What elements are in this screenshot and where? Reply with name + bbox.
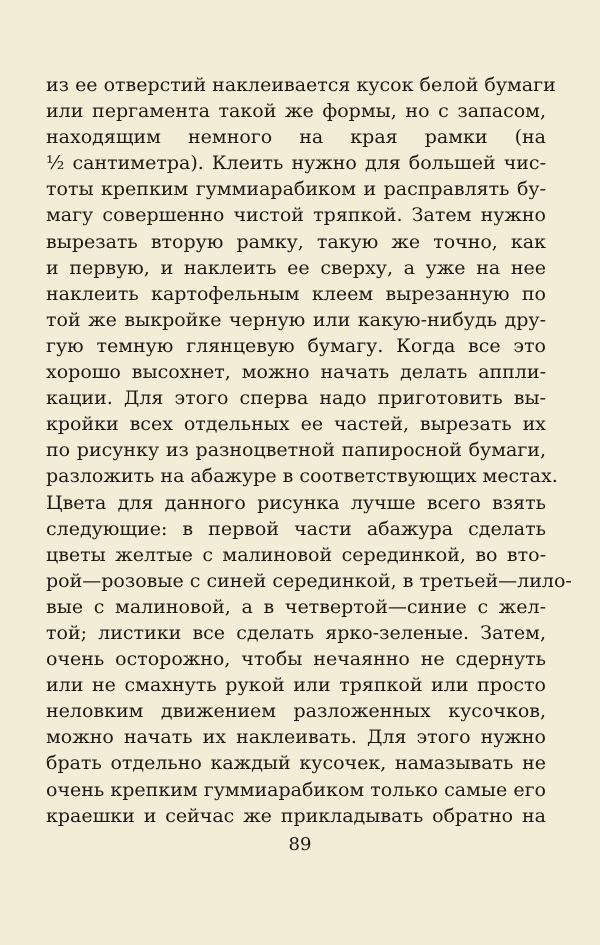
- text-line: ½ сантиметра). Клеить нужно для большей чис-: [46, 152, 546, 175]
- text-line: можно начать их наклеивать. Для этого нужно: [46, 726, 546, 749]
- text-line: следующие: в первой части абажура сделать: [46, 517, 546, 540]
- text-line: из ее отверстий наклеивается кусок белой бумаги: [46, 74, 556, 96]
- text-line: кройки всех отдельных ее частей, вырезать их: [46, 413, 546, 436]
- text-line: очень крепким гуммиарабиком только самые его: [46, 778, 546, 801]
- text-line: разложить на абажуре в соответствующих местах.: [46, 465, 558, 488]
- text-line: рой—розовые с синей серединкой, в третьей—лило-: [46, 569, 572, 592]
- text-line: по рисунку из разноцветной папиросной бумаги,: [46, 439, 546, 462]
- text-line: гую темную глянцевую бумагу. Когда все это: [46, 334, 546, 357]
- text-line: тоты крепким гуммиарабиком и расправлять бу-: [46, 178, 546, 201]
- text-line: вырезать вторую рамку, такую же точно, как: [46, 230, 546, 253]
- text-line: магу совершенно чистой тряпкой. Затем нужно: [46, 204, 546, 227]
- text-line: краешки и сейчас же прикладывать обратно на: [46, 804, 546, 827]
- page-number: 89: [288, 834, 312, 855]
- text-line: и первую, и наклеить ее сверху, а уже на нее: [46, 256, 546, 279]
- text-line: брать отдельно каждый кусочек, намазывать не: [46, 752, 546, 775]
- text-line: неловким движением разложенных кусочков,: [46, 700, 546, 723]
- text-line: находящим немного на края рамки (на: [46, 126, 546, 149]
- text-line: Цвета для данного рисунка лучше всего взять: [46, 491, 546, 514]
- text-line: цветы желтые с малиновой серединкой, во вто-: [46, 543, 546, 566]
- text-line: вые с малиновой, а в четвертой—синие с жел-: [46, 595, 546, 618]
- text-line: наклеить картофельным клеем вырезанную по: [46, 282, 546, 305]
- text-line: той; листики все сделать ярко-зеленые. Затем,: [46, 621, 546, 644]
- text-line: кации. Для этого сперва надо приготовить вы-: [46, 387, 546, 410]
- text-line: или не смахнуть рукой или тряпкой или просто: [46, 674, 546, 697]
- body-text: [46, 72, 572, 829]
- text-line: или пергамента такой же формы, но с запасом,: [46, 100, 546, 123]
- text-line: той же выкройке черную или какую-нибудь дру-: [46, 308, 546, 331]
- text-line: очень осторожно, чтобы нечаянно не сдернуть: [46, 648, 546, 671]
- text-line: хорошо высохнет, можно начать делать аппли-: [46, 361, 546, 384]
